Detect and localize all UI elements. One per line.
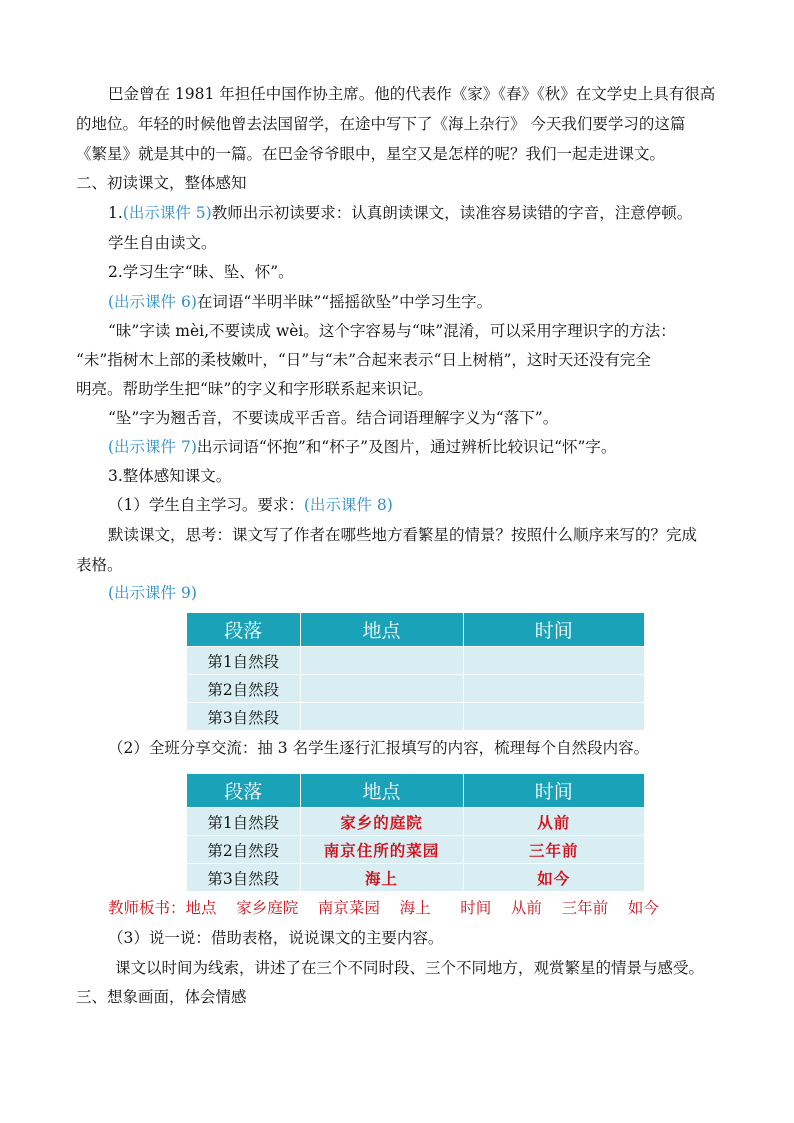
- row-label: 第1自然段: [187, 808, 300, 836]
- header-paragraph: 段落: [187, 774, 300, 808]
- header-place: 地点: [300, 774, 463, 808]
- courseware-9-link: (出示课件 9): [108, 584, 197, 602]
- sub-3-line: （3）说一说：借助表格，说说课文的主要内容。: [108, 929, 444, 947]
- section-3-heading: 三、想象画面，体会情感: [76, 988, 247, 1006]
- task-line-1: 默读课文，思考：课文写了作者在哪些地方看繁星的情景？按照什么顺序来写的？完成: [108, 526, 698, 544]
- table-row: [187, 703, 644, 731]
- step-2-text: 在词语“半明半昧”“摇摇欲坠”中学习生字。: [196, 293, 493, 311]
- courseware-6-link: (出示课件 6): [108, 293, 197, 311]
- teacher-board-notes: [108, 898, 659, 918]
- step-2-title: 2.学习生字“昧、坠、怀”。: [108, 263, 294, 281]
- time-cell: [463, 647, 644, 675]
- step-1-number: 1.: [108, 204, 123, 222]
- place-cell: 家乡的庭院: [300, 808, 463, 836]
- place-cell: [300, 675, 463, 703]
- time-cell: 从前: [463, 808, 644, 836]
- step-1-paragraph: [108, 203, 692, 223]
- mei-line-1: “昧”字读 mèi,不要读成 wèi。这个字容易与“味”混淆，可以采用字理识字的方法：: [108, 322, 676, 340]
- sub-1-line: [108, 495, 393, 515]
- blank-table: [187, 613, 644, 730]
- header-time: 时间: [463, 613, 644, 647]
- table-row: [187, 647, 644, 675]
- place-cell: 海上: [300, 864, 463, 892]
- board-places: 地点 家乡庭院 南京菜园 海上: [185, 899, 431, 917]
- step-2-courseware-line: [108, 292, 492, 312]
- time-cell: 三年前: [463, 836, 644, 864]
- table-header-row: [187, 774, 644, 808]
- sub-2-line: （2）全班分享交流：抽 3 名学生逐行汇报填写的内容，梳理每个自然段内容。: [108, 739, 650, 757]
- place-cell: [300, 703, 463, 731]
- huai-line: [108, 437, 616, 457]
- filled-table: [187, 774, 644, 891]
- intro-line-3: 《繁星》就是其中的一篇。在巴金爷爷眼中，星空又是怎样的呢？我们一起走进课文。: [76, 145, 666, 163]
- row-label: 第2自然段: [187, 836, 300, 864]
- courseware-5-link: (出示课件 5): [122, 204, 212, 222]
- intro-line-2: 的地位。年轻的时候他曾去法国留学，在途中写下了《海上杂行》 今天我们要学习的这篇: [76, 115, 686, 133]
- table-row: [187, 675, 644, 703]
- table-header-row: [187, 613, 644, 647]
- place-cell: 南京住所的菜园: [300, 836, 463, 864]
- mei-line-3: 明亮。帮助学生把“昧”的字义和字形联系起来识记。: [76, 380, 433, 398]
- mei-line-2: “未”指树木上部的柔枝嫩叶，“日”与“未”合起来表示“日上树梢”，这时天还没有完全: [76, 351, 651, 369]
- task-line-2: 表格。: [76, 556, 123, 574]
- huai-text: 出示词语“怀抱”和“杯子”及图片，通过辨析比较识记“怀”字。: [196, 438, 617, 456]
- time-cell: [463, 703, 644, 731]
- row-label: 第3自然段: [187, 864, 300, 892]
- place-cell: [300, 647, 463, 675]
- courseware-7-link: (出示课件 7): [108, 438, 197, 456]
- step-3-title: 3.整体感知课文。: [108, 467, 232, 485]
- board-label: 教师板书：: [108, 899, 186, 917]
- summary-line: 课文以时间为线索，讲述了在三个不同时段、三个不同地方，观赏繁星的情景与感受。: [115, 959, 705, 977]
- zhui-line: “坠”字为翘舌音，不要读成平舌音。结合词语理解字义为“落下”。: [108, 409, 559, 427]
- table-row: [187, 808, 644, 836]
- time-cell: 如今: [463, 864, 644, 892]
- row-label: 第3自然段: [187, 703, 300, 731]
- table-row: [187, 864, 644, 892]
- sub-1-text: （1）学生自主学习。要求：: [108, 496, 304, 514]
- board-times: 时间 从前 三年前 如今: [460, 899, 659, 917]
- table-row: [187, 836, 644, 864]
- intro-line-1: 巴金曾在 1981 年担任中国作协主席。他的代表作《家》《春》《秋》在文学史上具有很高: [108, 85, 716, 103]
- header-paragraph: 段落: [187, 613, 300, 647]
- step-1-line-2: 学生自由读文。: [108, 234, 217, 252]
- courseware-8-link: (出示课件 8): [303, 496, 393, 514]
- section-2-heading: 二、初读课文，整体感知: [76, 174, 247, 192]
- row-label: 第1自然段: [187, 647, 300, 675]
- row-label: 第2自然段: [187, 675, 300, 703]
- step-1-text: 教师出示初读要求：认真朗读课文，读准容易读错的字音，注意停顿。: [211, 204, 693, 222]
- time-cell: [463, 675, 644, 703]
- header-place: 地点: [300, 613, 463, 647]
- header-time: 时间: [463, 774, 644, 808]
